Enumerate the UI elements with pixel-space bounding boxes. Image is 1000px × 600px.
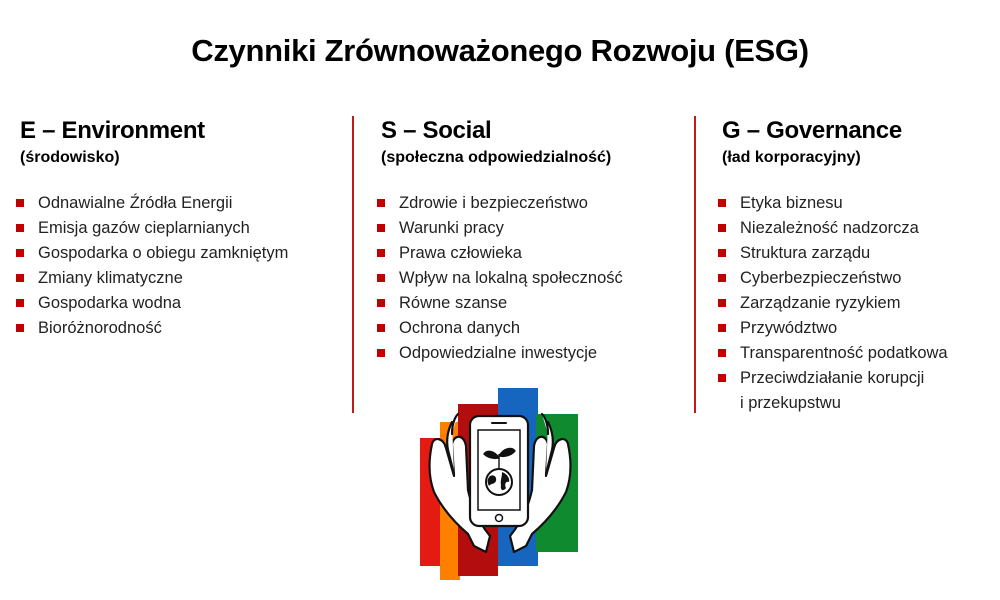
list-item-text: Równe szanse: [399, 294, 508, 312]
list-item-text: Struktura zarządu: [740, 244, 871, 262]
list-item: [16, 191, 345, 216]
list-item-text: Etyka biznesu: [740, 194, 843, 212]
list-item: [377, 216, 681, 241]
list-item-text: Warunki pracy: [399, 219, 504, 237]
list-item-text: Przeciwdziałanie korupcji: [740, 369, 925, 387]
column-divider: [352, 116, 354, 413]
list-item-text: Wpływ na lokalną społeczność: [399, 269, 623, 287]
bullet-square-icon: [377, 274, 385, 282]
bullet-square-icon: [377, 299, 385, 307]
column-subheading-governance: (ład korporacyjny): [722, 149, 861, 166]
list-item-text: Gospodarka o obiegu zamkniętym: [38, 244, 289, 262]
bullet-square-icon: [377, 324, 385, 332]
list-item: [16, 291, 345, 316]
list-item-text: Zarządzanie ryzykiem: [740, 294, 901, 312]
list-item-text: Bioróżnorodność: [38, 319, 162, 337]
list-item: [377, 241, 681, 266]
list-social: [377, 191, 681, 366]
bullet-square-icon: [718, 299, 726, 307]
bullet-square-icon: [377, 249, 385, 257]
bullet-square-icon: [718, 349, 726, 357]
column-heading-governance: G – Governance: [722, 117, 902, 144]
list-item: [718, 316, 997, 341]
list-environment: [16, 191, 345, 341]
bullet-square-icon: [377, 349, 385, 357]
list-item: [718, 241, 997, 266]
list-item: [718, 291, 997, 316]
list-item-text: Przywództwo: [740, 319, 838, 337]
list-item-text: Ochrona danych: [399, 319, 521, 337]
list-item: [377, 266, 681, 291]
list-item: [377, 316, 681, 341]
list-item: [16, 266, 345, 291]
list-item-text: Niezależność nadzorcza: [740, 219, 919, 237]
list-item-text: Gospodarka wodna: [38, 294, 182, 312]
globe-icon: [486, 469, 512, 495]
list-governance: [718, 191, 997, 416]
bullet-square-icon: [718, 249, 726, 257]
list-item-text: i przekupstwu: [740, 394, 841, 412]
list-item: [718, 366, 997, 416]
list-item-text: Prawa człowieka: [399, 244, 522, 262]
bullet-square-icon: [16, 199, 24, 207]
bullet-square-icon: [16, 299, 24, 307]
bullet-square-icon: [16, 249, 24, 257]
column-environment: [20, 117, 345, 341]
bullet-square-icon: [718, 274, 726, 282]
list-item: [16, 316, 345, 341]
column-subheading-environment: (środowisko): [20, 149, 120, 166]
list-item-text: Zmiany klimatyczne: [38, 269, 183, 287]
list-item: [16, 241, 345, 266]
list-item-text: Cyberbezpieczeństwo: [740, 269, 902, 287]
list-item: [16, 216, 345, 241]
list-item: [718, 266, 997, 291]
bullet-square-icon: [16, 274, 24, 282]
bullet-square-icon: [377, 224, 385, 232]
esg-illustration: [418, 386, 582, 582]
list-item-text: Emisja gazów cieplarnianych: [38, 219, 250, 237]
list-item-text: Zdrowie i bezpieczeństwo: [399, 194, 588, 212]
column-divider: [694, 116, 696, 413]
list-item: [718, 216, 997, 241]
bullet-square-icon: [377, 199, 385, 207]
list-item-text: Transparentność podatkowa: [740, 344, 948, 362]
list-item: [377, 341, 681, 366]
bullet-square-icon: [16, 224, 24, 232]
bullet-square-icon: [16, 324, 24, 332]
column-heading-social: S – Social: [381, 117, 492, 144]
list-item: [718, 191, 997, 216]
list-item: [377, 291, 681, 316]
column-social: [381, 117, 681, 366]
list-item-text: Odpowiedzialne inwestycje: [399, 344, 598, 362]
list-item: [718, 341, 997, 366]
column-heading-environment: E – Environment: [20, 117, 205, 144]
bullet-square-icon: [718, 324, 726, 332]
bullet-square-icon: [718, 199, 726, 207]
column-governance: [722, 117, 997, 416]
bullet-square-icon: [718, 224, 726, 232]
list-item: [377, 191, 681, 216]
page-title: Czynniki Zrównoważonego Rozwoju (ESG): [191, 33, 809, 68]
column-subheading-social: (społeczna odpowiedzialność): [381, 149, 612, 166]
bullet-square-icon: [718, 374, 726, 382]
list-item-text: Odnawialne Źródła Energii: [38, 194, 233, 212]
